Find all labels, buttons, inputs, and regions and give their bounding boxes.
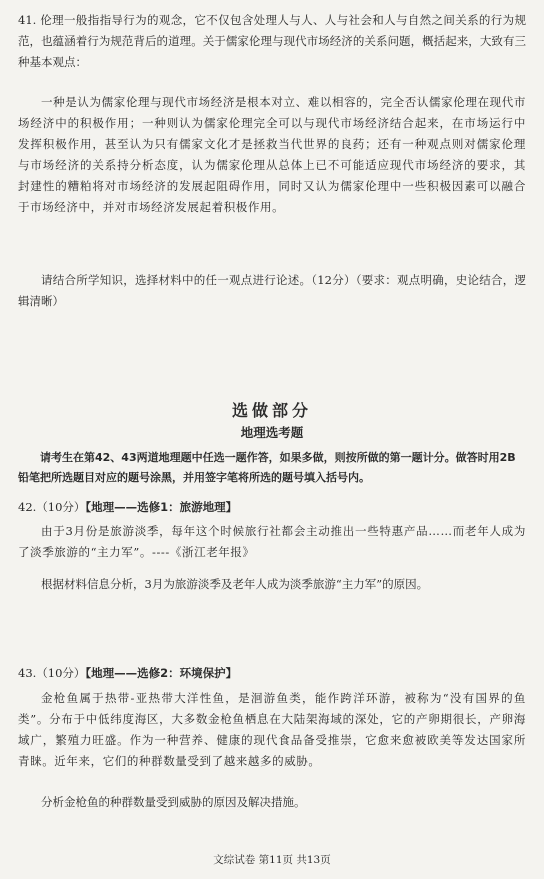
q43-heading — [18, 663, 237, 683]
q41-task: 请结合所学知识，选择材料中的任一观点进行论述。（12分）（要求：观点明确，史论结合，逻辑清晰） — [18, 273, 526, 308]
page-footer: 文综试卷 第11页 共13页 — [213, 854, 331, 866]
q41-stem: 41. 伦理一般指指导行为的观念，它不仅包含处理人与人、人与社会和人与自然之间关系的行为规范，也蕴涵着行为规范背后的道理。关于儒家伦理与现代市场经济的关系问题，概括起来，大致有三种基本观点： — [18, 13, 526, 69]
q42-heading — [18, 497, 237, 517]
q42-material: 由于3月份是旅游淡季，每年这个时候旅行社都会主动推出一些特惠产品……而老年人成为了淡季旅游的“主力军”。----《浙江老年报》 — [18, 524, 526, 559]
q42-task: 根据材料信息分析，3月为旅游淡季及老年人成为淡季旅游“主力军”的原因。 — [41, 577, 429, 591]
section-subtitle: 地理选考题 — [240, 425, 304, 440]
q43-number: 43.（10分） — [18, 666, 86, 680]
q43-task: 分析金枪鱼的种群数量受到威胁的原因及解决措施。 — [41, 795, 306, 809]
q42-topic: 【地理——选修1：旅游地理】 — [85, 500, 238, 514]
q43-material: 金枪鱼属于热带-亚热带大洋性鱼，是洄游鱼类，能作跨洋环游，被称为“没有国界的鱼类”。分布于中低纬度海区，大多数金枪鱼栖息在大陆架海域的深处，它的产卵期很长，产卵海域广，繁殖力旺盛。作为一种营养、健康的现代食品备受推崇，它愈来愈被欧美等发达国家所青睐。近年来，它们的种群数量受到了越来越多的威胁。 — [18, 691, 526, 768]
section-title: 选做部分 — [231, 401, 312, 420]
q41-material: 一种是认为儒家伦理与现代市场经济是根本对立、难以相容的，完全否认儒家伦理在现代市场经济中的积极作用；一种则认为儒家伦理完全可以与现代市场经济结合起来，在市场运行中发挥积极作用，甚至认为只有儒家文化才是拯救当代世界的良药；还有一种观点则对儒家伦理与市场经济的关系持分析态度，认为儒家伦理从总体上已不可能适应现代市场经济的要求，其封建性的糟粕将对市场经济的发展起阻碍作用，同时又认为儒家伦理中一些积极因素可以融合于市场经济中，并对市场经济发展起着积极作用。 — [18, 95, 526, 214]
section-instructions: 请考生在第42、43两道地理题中任选一题作答，如果多做，则按所做的第一题计分。做答时用2B铅笔把所选题目对应的题号涂黑，并用签字笔将所选的题号填入括号内。 — [18, 451, 516, 484]
q43-topic: 【地理——选修2：环境保护】 — [85, 666, 238, 680]
q42-number: 42.（10分） — [18, 500, 86, 514]
